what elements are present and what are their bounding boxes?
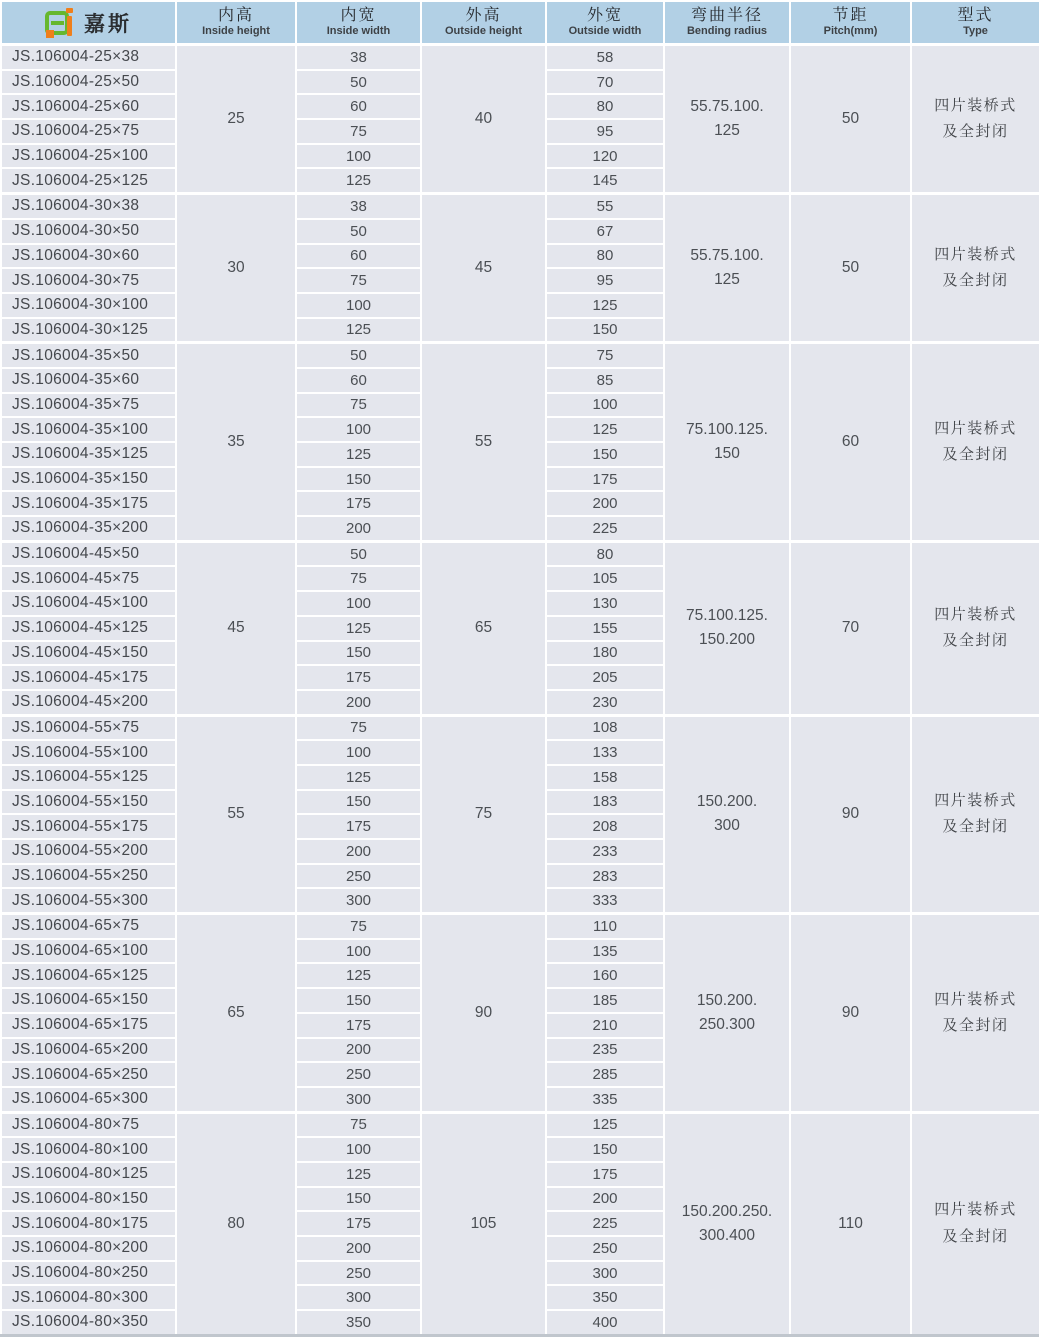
outside-width-cell: 150 bbox=[546, 1137, 664, 1162]
model-cell: JS.106004-65×175 bbox=[1, 1013, 176, 1038]
inside-width-cell: 75 bbox=[296, 715, 421, 740]
inside-width-cell: 75 bbox=[296, 119, 421, 144]
table-row bbox=[1, 914, 1039, 939]
bending-radius-cell: 55.75.100. 125 bbox=[664, 194, 790, 343]
model-cell: JS.106004-55×250 bbox=[1, 864, 176, 889]
model-cell: JS.106004-35×150 bbox=[1, 467, 176, 492]
outside-width-cell: 80 bbox=[546, 244, 664, 269]
model-cell: JS.106004-80×150 bbox=[1, 1187, 176, 1212]
outside-width-cell: 75 bbox=[546, 343, 664, 368]
pitch-cell: 60 bbox=[790, 343, 911, 542]
bending-radius-cell: 75.100.125. 150 bbox=[664, 343, 790, 542]
inside-width-cell: 200 bbox=[296, 516, 421, 541]
col-header-en: Outside width bbox=[568, 25, 642, 38]
table-row bbox=[1, 541, 1039, 566]
col-header-zh: 内高 bbox=[217, 6, 254, 24]
outside-width-cell: 185 bbox=[546, 988, 664, 1013]
model-cell: JS.106004-80×300 bbox=[1, 1285, 176, 1310]
spec-table-body bbox=[1, 45, 1039, 1336]
outside-width-cell: 158 bbox=[546, 765, 664, 790]
outside-width-cell: 70 bbox=[546, 70, 664, 95]
model-cell: JS.106004-45×75 bbox=[1, 566, 176, 591]
inside-width-cell: 75 bbox=[296, 914, 421, 939]
inside-width-cell: 200 bbox=[296, 1038, 421, 1063]
inside-width-cell: 75 bbox=[296, 393, 421, 418]
outside-width-cell: 150 bbox=[546, 318, 664, 343]
model-cell: JS.106004-55×200 bbox=[1, 839, 176, 864]
inside-width-cell: 100 bbox=[296, 740, 421, 765]
outside-width-cell: 350 bbox=[546, 1285, 664, 1310]
col-header-zh: 节距 bbox=[832, 6, 869, 24]
inside-width-cell: 175 bbox=[296, 1013, 421, 1038]
outside-width-cell: 105 bbox=[546, 566, 664, 591]
outside-width-cell: 145 bbox=[546, 168, 664, 193]
type-cell: 四片装桥式 及全封闭 bbox=[911, 194, 1039, 343]
outside-width-cell: 110 bbox=[546, 914, 664, 939]
col-header-zh: 内宽 bbox=[340, 6, 377, 24]
inside-width-cell: 125 bbox=[296, 168, 421, 193]
inside-width-cell: 100 bbox=[296, 144, 421, 169]
outside-height-cell: 105 bbox=[421, 1112, 546, 1335]
inside-width-cell: 50 bbox=[296, 343, 421, 368]
outside-width-cell: 250 bbox=[546, 1236, 664, 1261]
inside-width-cell: 125 bbox=[296, 616, 421, 641]
outside-width-cell: 225 bbox=[546, 1211, 664, 1236]
outside-height-cell: 55 bbox=[421, 343, 546, 542]
col-header-en: Outside height bbox=[445, 25, 522, 38]
inside-width-cell: 50 bbox=[296, 541, 421, 566]
bending-radius-cell: 150.200. 250.300 bbox=[664, 914, 790, 1113]
outside-width-cell: 130 bbox=[546, 591, 664, 616]
model-cell: JS.106004-55×175 bbox=[1, 814, 176, 839]
bending-radius-cell: 75.100.125. 150.200 bbox=[664, 541, 790, 715]
inside-width-cell: 125 bbox=[296, 318, 421, 343]
type-cell: 四片装桥式 及全封闭 bbox=[911, 45, 1039, 194]
model-cell: JS.106004-65×250 bbox=[1, 1062, 176, 1087]
outside-width-cell: 300 bbox=[546, 1261, 664, 1286]
outside-width-cell: 95 bbox=[546, 268, 664, 293]
brand-logo bbox=[2, 8, 175, 38]
inside-width-cell: 60 bbox=[296, 94, 421, 119]
brand-logo-icon bbox=[45, 8, 75, 38]
inside-width-cell: 125 bbox=[296, 963, 421, 988]
spec-table-header bbox=[1, 1, 1039, 45]
col-header-zh: 外宽 bbox=[586, 6, 623, 24]
inside-width-cell: 200 bbox=[296, 690, 421, 715]
inside-height-cell: 65 bbox=[176, 914, 296, 1113]
inside-width-cell: 75 bbox=[296, 566, 421, 591]
col-header-en: Type bbox=[963, 25, 988, 38]
inside-width-cell: 200 bbox=[296, 839, 421, 864]
logo-green-bar bbox=[51, 21, 64, 25]
inside-width-cell: 38 bbox=[296, 194, 421, 219]
outside-width-cell: 183 bbox=[546, 790, 664, 815]
model-cell: JS.106004-35×175 bbox=[1, 491, 176, 516]
inside-width-cell: 50 bbox=[296, 219, 421, 244]
inside-height-cell: 25 bbox=[176, 45, 296, 194]
model-cell: JS.106004-25×125 bbox=[1, 168, 176, 193]
model-cell: JS.106004-35×125 bbox=[1, 442, 176, 467]
outside-width-cell: 125 bbox=[546, 293, 664, 318]
brand-cell bbox=[1, 1, 176, 45]
pitch-cell: 50 bbox=[790, 45, 911, 194]
model-cell: JS.106004-30×125 bbox=[1, 318, 176, 343]
model-cell: JS.106004-80×350 bbox=[1, 1310, 176, 1335]
col-header-inside-height bbox=[176, 1, 296, 45]
outside-width-cell: 208 bbox=[546, 814, 664, 839]
inside-width-cell: 75 bbox=[296, 1112, 421, 1137]
outside-width-cell: 180 bbox=[546, 641, 664, 666]
model-cell: JS.106004-65×125 bbox=[1, 963, 176, 988]
inside-width-cell: 100 bbox=[296, 939, 421, 964]
brand-name: 嘉斯 bbox=[84, 12, 132, 36]
outside-width-cell: 135 bbox=[546, 939, 664, 964]
outside-width-cell: 125 bbox=[546, 417, 664, 442]
outside-width-cell: 58 bbox=[546, 45, 664, 70]
inside-width-cell: 150 bbox=[296, 790, 421, 815]
pitch-cell: 70 bbox=[790, 541, 911, 715]
model-cell: JS.106004-45×200 bbox=[1, 690, 176, 715]
outside-width-cell: 133 bbox=[546, 740, 664, 765]
outside-width-cell: 235 bbox=[546, 1038, 664, 1063]
inside-width-cell: 75 bbox=[296, 268, 421, 293]
model-cell: JS.106004-80×250 bbox=[1, 1261, 176, 1286]
pitch-cell: 50 bbox=[790, 194, 911, 343]
col-header-en: Inside width bbox=[326, 25, 391, 38]
inside-width-cell: 100 bbox=[296, 591, 421, 616]
inside-width-cell: 150 bbox=[296, 467, 421, 492]
outside-width-cell: 67 bbox=[546, 219, 664, 244]
inside-width-cell: 125 bbox=[296, 765, 421, 790]
type-cell: 四片装桥式 及全封闭 bbox=[911, 715, 1039, 914]
outside-width-cell: 285 bbox=[546, 1062, 664, 1087]
outside-width-cell: 55 bbox=[546, 194, 664, 219]
col-header-en: Inside height bbox=[202, 25, 270, 38]
table-row bbox=[1, 194, 1039, 219]
outside-width-cell: 233 bbox=[546, 839, 664, 864]
model-cell: JS.106004-30×50 bbox=[1, 219, 176, 244]
outside-height-cell: 45 bbox=[421, 194, 546, 343]
outside-width-cell: 108 bbox=[546, 715, 664, 740]
model-cell: JS.106004-65×200 bbox=[1, 1038, 176, 1063]
col-header-zh: 型式 bbox=[957, 6, 994, 24]
inside-height-cell: 45 bbox=[176, 541, 296, 715]
inside-width-cell: 175 bbox=[296, 491, 421, 516]
model-cell: JS.106004-25×50 bbox=[1, 70, 176, 95]
outside-width-cell: 85 bbox=[546, 368, 664, 393]
outside-width-cell: 125 bbox=[546, 1112, 664, 1137]
inside-height-cell: 55 bbox=[176, 715, 296, 914]
outside-width-cell: 80 bbox=[546, 541, 664, 566]
inside-width-cell: 250 bbox=[296, 864, 421, 889]
outside-width-cell: 210 bbox=[546, 1013, 664, 1038]
model-cell: JS.106004-55×125 bbox=[1, 765, 176, 790]
col-header-en: Bending radius bbox=[686, 25, 768, 38]
model-cell: JS.106004-55×300 bbox=[1, 888, 176, 913]
inside-width-cell: 250 bbox=[296, 1261, 421, 1286]
inside-width-cell: 100 bbox=[296, 293, 421, 318]
inside-width-cell: 175 bbox=[296, 814, 421, 839]
outside-width-cell: 150 bbox=[546, 442, 664, 467]
outside-width-cell: 160 bbox=[546, 963, 664, 988]
logo-orange-square bbox=[46, 30, 54, 38]
inside-height-cell: 30 bbox=[176, 194, 296, 343]
outside-height-cell: 90 bbox=[421, 914, 546, 1113]
outside-width-cell: 175 bbox=[546, 1162, 664, 1187]
outside-width-cell: 335 bbox=[546, 1087, 664, 1112]
outside-width-cell: 175 bbox=[546, 467, 664, 492]
outside-width-cell: 200 bbox=[546, 1187, 664, 1212]
header-row bbox=[1, 1, 1039, 45]
table-row bbox=[1, 45, 1039, 70]
model-cell: JS.106004-45×175 bbox=[1, 665, 176, 690]
outside-width-cell: 100 bbox=[546, 393, 664, 418]
col-header-zh: 弯曲半径 bbox=[690, 6, 763, 24]
model-cell: JS.106004-35×200 bbox=[1, 516, 176, 541]
type-cell: 四片装桥式 及全封闭 bbox=[911, 541, 1039, 715]
model-cell: JS.106004-30×100 bbox=[1, 293, 176, 318]
model-cell: JS.106004-35×100 bbox=[1, 417, 176, 442]
type-cell: 四片装桥式 及全封闭 bbox=[911, 343, 1039, 542]
col-header-inside-width bbox=[296, 1, 421, 45]
outside-width-cell: 333 bbox=[546, 888, 664, 913]
col-header-en: Pitch(mm) bbox=[823, 25, 878, 38]
inside-width-cell: 125 bbox=[296, 1162, 421, 1187]
inside-width-cell: 175 bbox=[296, 1211, 421, 1236]
model-cell: JS.106004-35×50 bbox=[1, 343, 176, 368]
pitch-cell: 90 bbox=[790, 914, 911, 1113]
inside-height-cell: 80 bbox=[176, 1112, 296, 1335]
logo-orange-dot bbox=[66, 8, 73, 13]
inside-width-cell: 350 bbox=[296, 1310, 421, 1335]
model-cell: JS.106004-65×100 bbox=[1, 939, 176, 964]
outside-height-cell: 65 bbox=[421, 541, 546, 715]
model-cell: JS.106004-45×150 bbox=[1, 641, 176, 666]
col-header-type bbox=[911, 1, 1039, 45]
inside-width-cell: 175 bbox=[296, 665, 421, 690]
inside-width-cell: 300 bbox=[296, 1087, 421, 1112]
model-cell: JS.106004-80×125 bbox=[1, 1162, 176, 1187]
outside-width-cell: 120 bbox=[546, 144, 664, 169]
model-cell: JS.106004-55×75 bbox=[1, 715, 176, 740]
model-cell: JS.106004-65×300 bbox=[1, 1087, 176, 1112]
model-cell: JS.106004-25×100 bbox=[1, 144, 176, 169]
inside-width-cell: 100 bbox=[296, 1137, 421, 1162]
model-cell: JS.106004-35×60 bbox=[1, 368, 176, 393]
model-cell: JS.106004-30×60 bbox=[1, 244, 176, 269]
outside-width-cell: 400 bbox=[546, 1310, 664, 1335]
model-cell: JS.106004-25×60 bbox=[1, 94, 176, 119]
inside-width-cell: 60 bbox=[296, 244, 421, 269]
outside-width-cell: 200 bbox=[546, 491, 664, 516]
col-header-outside-height bbox=[421, 1, 546, 45]
outside-width-cell: 95 bbox=[546, 119, 664, 144]
model-cell: JS.106004-25×75 bbox=[1, 119, 176, 144]
table-row bbox=[1, 343, 1039, 368]
bending-radius-cell: 150.200.250. 300.400 bbox=[664, 1112, 790, 1335]
inside-width-cell: 300 bbox=[296, 1285, 421, 1310]
model-cell: JS.106004-30×75 bbox=[1, 268, 176, 293]
model-cell: JS.106004-65×75 bbox=[1, 914, 176, 939]
bending-radius-cell: 150.200. 300 bbox=[664, 715, 790, 914]
outside-width-cell: 155 bbox=[546, 616, 664, 641]
table-row bbox=[1, 715, 1039, 740]
bending-radius-cell: 55.75.100. 125 bbox=[664, 45, 790, 194]
col-header-bending-radius bbox=[664, 1, 790, 45]
outside-height-cell: 40 bbox=[421, 45, 546, 194]
col-header-pitch bbox=[790, 1, 911, 45]
outside-width-cell: 283 bbox=[546, 864, 664, 889]
model-cell: JS.106004-80×175 bbox=[1, 1211, 176, 1236]
inside-width-cell: 125 bbox=[296, 442, 421, 467]
outside-height-cell: 75 bbox=[421, 715, 546, 914]
model-cell: JS.106004-80×75 bbox=[1, 1112, 176, 1137]
model-cell: JS.106004-45×125 bbox=[1, 616, 176, 641]
inside-width-cell: 38 bbox=[296, 45, 421, 70]
model-cell: JS.106004-80×200 bbox=[1, 1236, 176, 1261]
outside-width-cell: 205 bbox=[546, 665, 664, 690]
model-cell: JS.106004-35×75 bbox=[1, 393, 176, 418]
inside-width-cell: 150 bbox=[296, 641, 421, 666]
outside-width-cell: 80 bbox=[546, 94, 664, 119]
logo-orange-stroke bbox=[67, 16, 72, 36]
model-cell: JS.106004-45×100 bbox=[1, 591, 176, 616]
model-cell: JS.106004-30×38 bbox=[1, 194, 176, 219]
inside-width-cell: 250 bbox=[296, 1062, 421, 1087]
inside-width-cell: 300 bbox=[296, 888, 421, 913]
model-cell: JS.106004-65×150 bbox=[1, 988, 176, 1013]
table-row bbox=[1, 1112, 1039, 1137]
inside-width-cell: 50 bbox=[296, 70, 421, 95]
model-cell: JS.106004-45×50 bbox=[1, 541, 176, 566]
model-cell: JS.106004-55×150 bbox=[1, 790, 176, 815]
outside-width-cell: 230 bbox=[546, 690, 664, 715]
inside-width-cell: 150 bbox=[296, 1187, 421, 1212]
model-cell: JS.106004-80×100 bbox=[1, 1137, 176, 1162]
col-header-outside-width bbox=[546, 1, 664, 45]
type-cell: 四片装桥式 及全封闭 bbox=[911, 1112, 1039, 1335]
model-cell: JS.106004-25×38 bbox=[1, 45, 176, 70]
inside-width-cell: 60 bbox=[296, 368, 421, 393]
inside-width-cell: 150 bbox=[296, 988, 421, 1013]
inside-width-cell: 200 bbox=[296, 1236, 421, 1261]
pitch-cell: 110 bbox=[790, 1112, 911, 1335]
model-cell: JS.106004-55×100 bbox=[1, 740, 176, 765]
inside-width-cell: 100 bbox=[296, 417, 421, 442]
type-cell: 四片装桥式 及全封闭 bbox=[911, 914, 1039, 1113]
pitch-cell: 90 bbox=[790, 715, 911, 914]
outside-width-cell: 225 bbox=[546, 516, 664, 541]
inside-height-cell: 35 bbox=[176, 343, 296, 542]
col-header-zh: 外高 bbox=[465, 6, 502, 24]
